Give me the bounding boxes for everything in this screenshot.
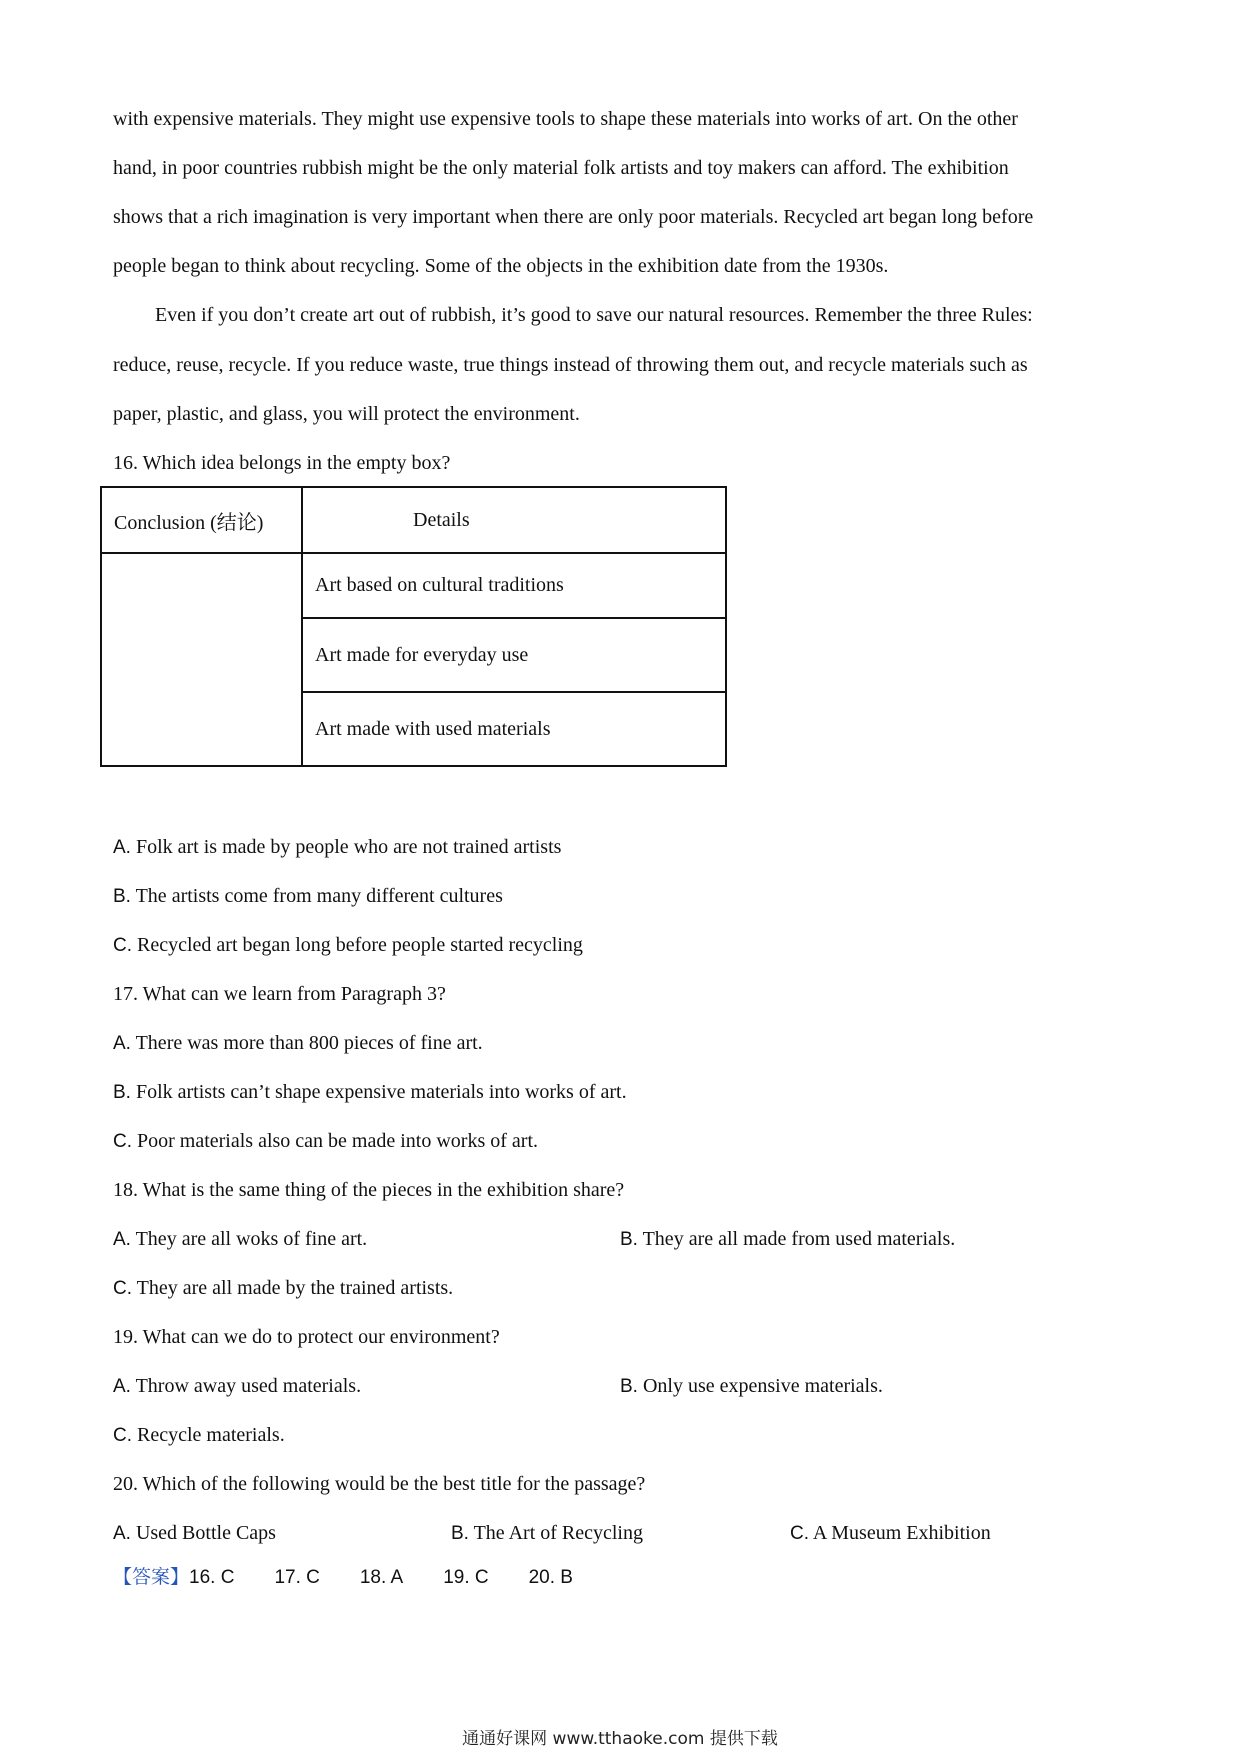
q16-option-b — [113, 883, 503, 910]
option-letter: C. — [113, 1278, 132, 1299]
question-17: 17. What can we learn from Paragraph 3? — [113, 983, 446, 1005]
q20-option-b — [451, 1520, 643, 1547]
option-text: Throw away used materials. — [135, 1375, 362, 1397]
conclusion-details-table — [100, 486, 727, 767]
q16-option-a — [113, 834, 561, 861]
q16-option-c — [113, 932, 583, 959]
question-19: 19. What can we do to protect our environment? — [113, 1326, 500, 1348]
passage-line: Even if you don’t create art out of rubbish, it’s good to save our natural resources. Remember the three Rules: — [155, 304, 1033, 326]
option-letter: A. — [113, 837, 131, 858]
option-text: Folk artists can’t shape expensive materials into works of art. — [135, 1081, 627, 1103]
answer-item: 19. C — [443, 1567, 489, 1588]
option-text: A Museum Exhibition — [812, 1522, 991, 1544]
answer-item: 16. C — [189, 1567, 235, 1588]
option-text: Only use expensive materials. — [642, 1375, 883, 1397]
q20-option-a — [113, 1520, 276, 1547]
option-text: Folk art is made by people who are not trained artists — [135, 836, 562, 858]
passage-line: reduce, reuse, recycle. If you reduce waste, true things instead of throwing them out, and recycle materials such as — [113, 354, 1028, 376]
option-letter: C. — [113, 935, 132, 956]
answer-item: 20. B — [528, 1567, 573, 1588]
table-detail-cell: Art based on cultural traditions — [302, 553, 726, 618]
option-text: They are all made by the trained artists. — [136, 1277, 454, 1299]
passage-line: paper, plastic, and glass, you will protect the environment. — [113, 403, 580, 425]
table-header-conclusion: Conclusion (结论) — [101, 487, 302, 553]
option-letter: B. — [113, 886, 131, 907]
passage-line: people began to think about recycling. Some of the objects in the exhibition date from the 1930s. — [113, 255, 889, 277]
option-text: Used Bottle Caps — [135, 1522, 276, 1544]
option-letter: A. — [113, 1376, 131, 1397]
q18-option-b — [620, 1226, 955, 1253]
option-letter: B. — [620, 1229, 638, 1250]
question-16: 16. Which idea belongs in the empty box? — [113, 452, 451, 474]
option-text: Recycled art began long before people started recycling — [137, 934, 583, 956]
answer-item: 18. A — [359, 1567, 404, 1588]
option-letter: B. — [451, 1523, 469, 1544]
page-footer: 通通好课网 www.tthaoke.com 提供下载 — [462, 1729, 778, 1749]
q17-option-a — [113, 1030, 483, 1057]
empty-conclusion-box — [101, 553, 302, 766]
option-text: They are all made from used materials. — [642, 1228, 956, 1250]
table-header-details: Details — [302, 487, 726, 553]
passage-line: hand, in poor countries rubbish might be the only material folk artists and toy makers can afford. The exhibition — [113, 157, 1009, 179]
q18-option-c — [113, 1275, 453, 1302]
option-letter: A. — [113, 1229, 131, 1250]
option-text: The artists come from many different cultures — [135, 885, 503, 907]
option-letter: A. — [113, 1523, 131, 1544]
option-letter: C. — [113, 1131, 132, 1152]
q20-option-c — [790, 1520, 991, 1547]
option-text: Poor materials also can be made into works of art. — [137, 1130, 538, 1152]
option-letter: C. — [790, 1523, 809, 1544]
passage-line: shows that a rich imagination is very important when there are only poor materials. Recycled art began long before — [113, 206, 1034, 228]
q18-option-a — [113, 1226, 367, 1253]
option-text: Recycle materials. — [137, 1424, 285, 1446]
answer-key — [113, 1562, 613, 1589]
q19-option-a — [113, 1373, 361, 1400]
option-text: There was more than 800 pieces of fine art. — [135, 1032, 483, 1054]
table-detail-cell: Art made with used materials — [302, 692, 726, 766]
q19-option-c — [113, 1422, 285, 1449]
option-text: They are all woks of fine art. — [135, 1228, 368, 1250]
q19-option-b — [620, 1373, 883, 1400]
q17-option-c — [113, 1128, 538, 1155]
option-letter: A. — [113, 1033, 131, 1054]
table-detail-cell: Art made for everyday use — [302, 618, 726, 692]
option-letter: C. — [113, 1425, 132, 1446]
answer-item: 17. C — [274, 1567, 320, 1588]
question-20: 20. Which of the following would be the best title for the passage? — [113, 1473, 646, 1495]
option-letter: B. — [113, 1082, 131, 1103]
option-text: The Art of Recycling — [473, 1522, 643, 1544]
q17-option-b — [113, 1079, 627, 1106]
question-18: 18. What is the same thing of the pieces in the exhibition share? — [113, 1179, 625, 1201]
passage-line: with expensive materials. They might use expensive tools to shape these materials into works of art. On the other — [113, 108, 1018, 130]
option-letter: B. — [620, 1376, 638, 1397]
answer-label: 【答案】 — [113, 1566, 190, 1588]
